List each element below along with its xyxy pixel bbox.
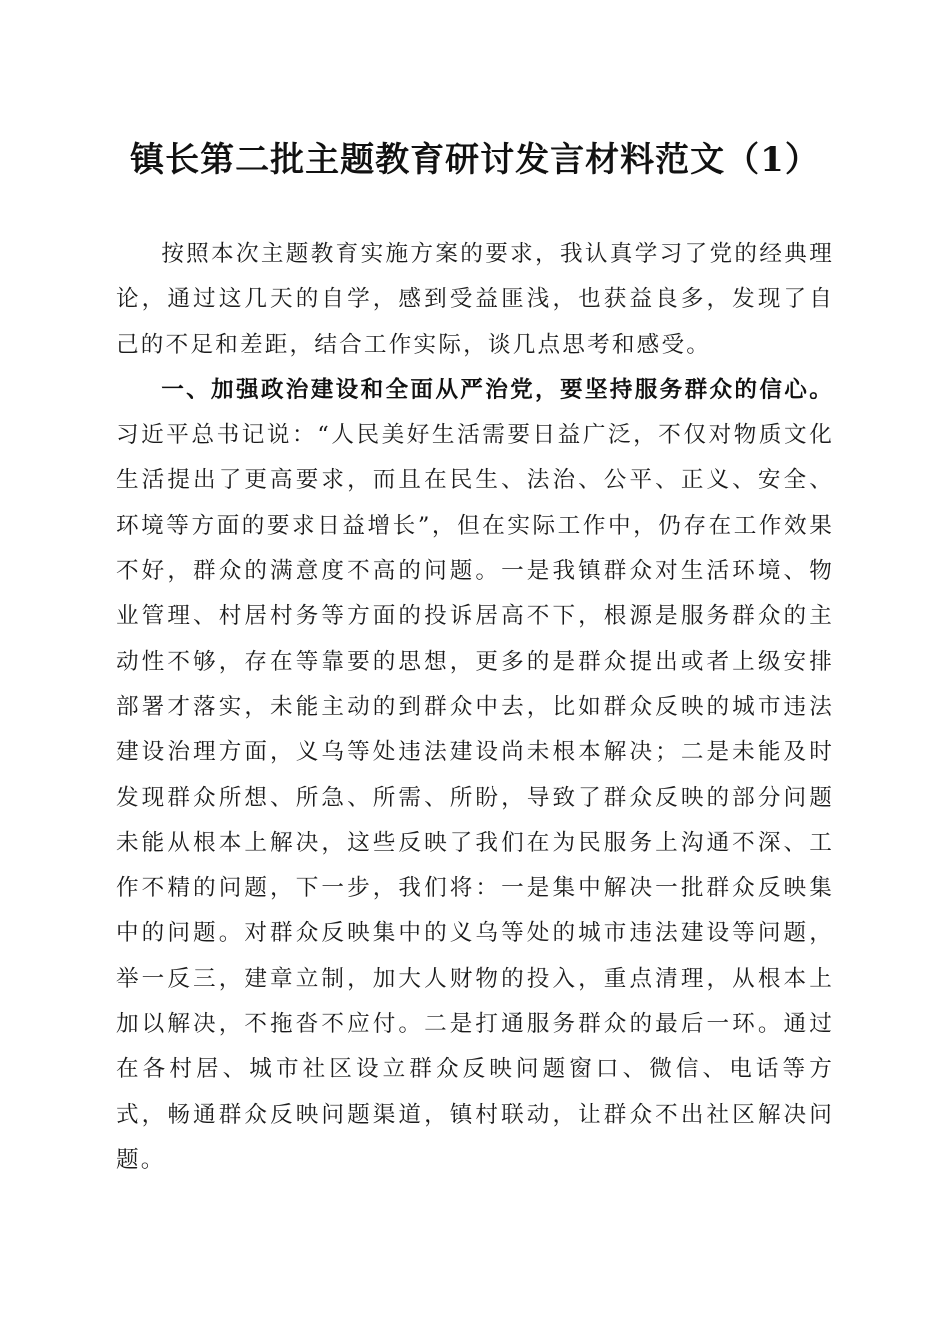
document-body	[116, 232, 834, 1183]
section-1-paragraph	[116, 368, 834, 1183]
section-1-body: 习近平总书记说：“人民美好生活需要日益广泛，不仅对物质文化生活提出了更高要求，而且在民生、法治、公平、正义、安全、环境等方面的要求日益增长”，但在实际工作中，仍存在工作效果不好，群众的满意度不高的问题。一是我镇群众对生活环境、物业管理、村居村务等方面的投诉居高不下，根源是服务群众的主动性不够，存在等靠要的思想，更多的是群众提出或者上级安排部署才落实，未能主动的到群众中去，比如群众反映的城市违法建设治理方面，义乌等处违法建设尚未根本解决；二是未能及时发现群众所想、所急、所需、所盼，导致了群众反映的部分问题未能从根本上解决，这些反映了我们在为民服务上沟通不深、工作不精的问题，下一步，我们将：一是集中解决一批群众反映集中的问题。对群众反映集中的义乌等处的城市违法建设等问题，举一反三，建章立制，加大人财物的投入，重点清理，从根本上加以解决，不拖沓不应付。二是打通服务群众的最后一环。通过在各村居、城市社区设立群众反映问题窗口、微信、电话等方式，畅通群众反映问题渠道，镇村联动，让群众不出社区解决问题。	[116, 422, 834, 1173]
section-1-heading: 一、加强政治建设和全面从严治党，要坚持服务群众的信心。	[161, 376, 834, 403]
intro-paragraph: 按照本次主题教育实施方案的要求，我认真学习了党的经典理论，通过这几天的自学，感到受益匪浅，也获益良多，发现了自己的不足和差距，结合工作实际，谈几点思考和感受。	[116, 241, 834, 358]
document-title: 镇长第二批主题教育研讨发言材料范文（1）	[130, 140, 820, 180]
